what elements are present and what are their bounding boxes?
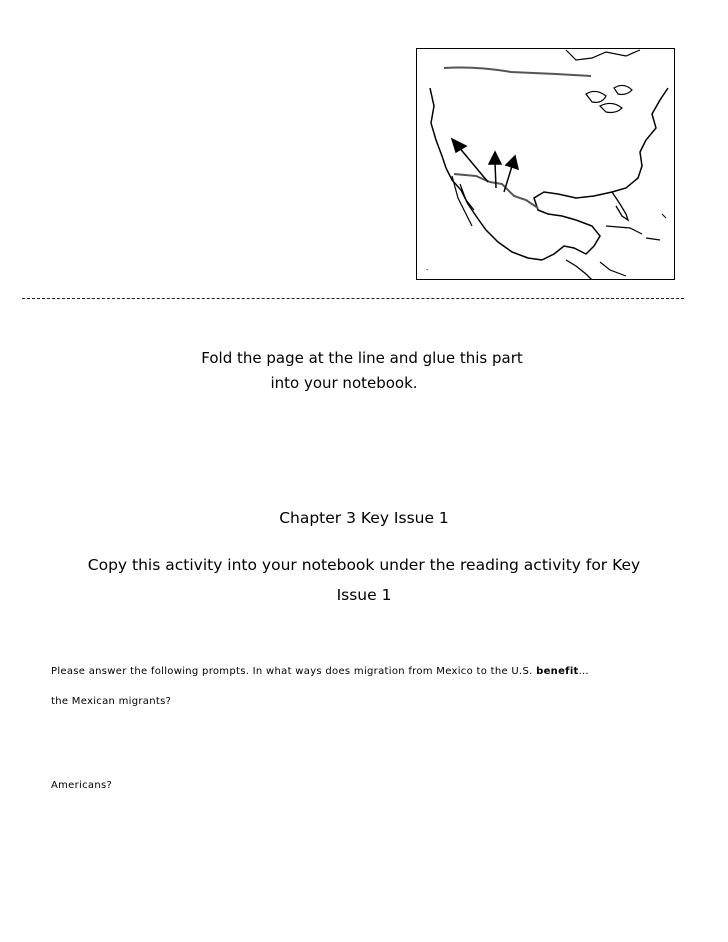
- copy-line-2: Issue 1: [336, 586, 392, 604]
- fold-instructions: [0, 346, 728, 396]
- svg-text:-: -: [426, 266, 429, 274]
- prompt-intro: Please answer the following prompts. In what ways does migration from Mexico to the U.S.: [51, 666, 537, 677]
- copy-instruction: [34, 550, 694, 610]
- chapter-title-text: Chapter 3 Key Issue 1: [279, 509, 449, 527]
- prompt-text: [51, 666, 589, 677]
- prompt-ellipsis: …: [578, 666, 589, 677]
- instruction-line-1: Fold the page at the line and glue this part: [201, 349, 523, 367]
- fold-line: [22, 298, 684, 299]
- chapter-title: [0, 509, 728, 527]
- migration-arrows: [452, 139, 518, 192]
- question-mexican-migrants: the Mexican migrants?: [51, 696, 172, 707]
- north-america-map: [416, 48, 675, 280]
- instruction-line-2: into your notebook.: [270, 374, 418, 392]
- question-americans: Americans?: [51, 780, 113, 791]
- prompt-emphasis: benefit: [536, 666, 579, 677]
- copy-line-1: Copy this activity into your notebook under the reading activity for Key: [87, 556, 641, 574]
